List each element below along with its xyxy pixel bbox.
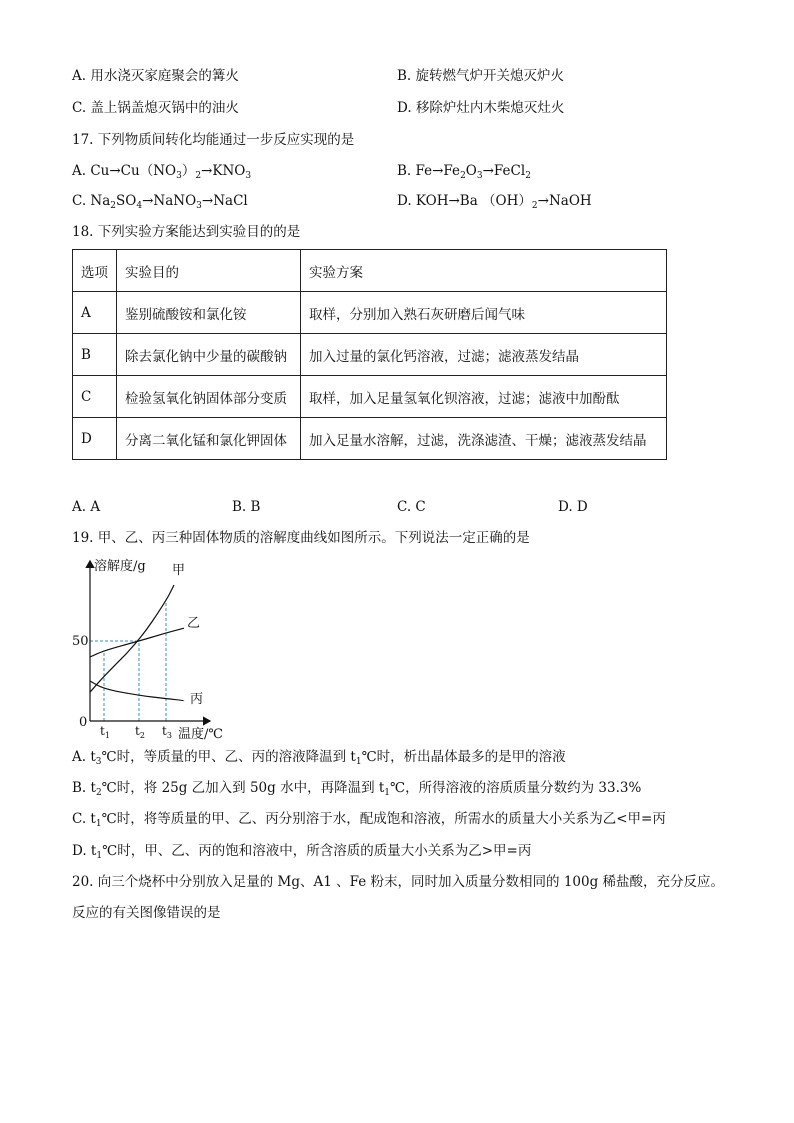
table-row: [73, 334, 667, 376]
row-option: B: [73, 334, 117, 376]
x-tick-labels: [100, 724, 172, 740]
y-axis-label: 溶解度/g: [94, 559, 146, 574]
q16-option-d: D. 移除炉灶内木柴熄灭灶火: [397, 100, 565, 116]
series-curve-1: [90, 628, 184, 657]
q16-option-a: A. 用水浇灭家庭聚会的篝火: [72, 68, 239, 84]
row-plan: 加入足量水溶解，过滤，洗涤滤渣、干燥；滤液蒸发结晶: [301, 418, 667, 460]
row-purpose: 鉴别硫酸铵和氯化铵: [117, 292, 301, 334]
q19-option-d: D. $t_1℃$时，甲、乙、丙的饱和溶液中，所含溶质的质量大小关系为乙>甲=丙: [72, 843, 532, 861]
q17-option-c: C. $Na_2SO_4\to NaNO_3\to NaCl$: [72, 193, 248, 211]
row-purpose: 检验氢氧化钠固体部分变质: [117, 376, 301, 418]
row-option: A: [73, 292, 117, 334]
q18-answer-a: A. A: [72, 499, 101, 515]
table-header-row: [73, 250, 667, 292]
row-purpose: 分离二氧化锰和氯化钾固体: [117, 418, 301, 460]
q18-answer-b: B. B: [232, 499, 261, 515]
x-tick-label: $t_1$: [100, 724, 110, 740]
q17-option-d: D. KOH→Ba $(OH)_2\to NaOH$: [397, 193, 592, 211]
row-option: D: [73, 418, 117, 460]
series-curve-0: [90, 585, 174, 692]
q18-answer-c: C. C: [397, 499, 426, 515]
table-row: [73, 376, 667, 418]
origin-label: 0: [79, 715, 88, 730]
series-labels: [172, 563, 203, 707]
q20-stem: 20. 向三个烧杯中分别放入足量的 Mg、A1 、Fe 粉末，同时加入质量分数相同的 100g 稀盐酸，充分反应。: [72, 874, 725, 890]
table-row: [73, 292, 667, 334]
row-plan: 加入过量的氯化钙溶液，过滤；滤液蒸发结晶: [301, 334, 667, 376]
q19-option-a: A. $t_3℃$时，等质量的甲、乙、丙的溶液降温到 $t_1℃$时，析出晶体最多的是甲的溶液: [72, 749, 566, 767]
header-purpose: 实验目的: [117, 250, 301, 292]
solubility-chart: [70, 555, 240, 745]
q19-option-b: B. $t_2℃$时，将 25g 乙加入到 50g 水中，再降温到 $t_1℃$，所得溶液的溶质质量分数约为 33.3%: [72, 780, 642, 798]
series-label-1: 乙: [187, 616, 201, 631]
y-tick-label: 50: [72, 634, 89, 649]
x-axis-label: 温度/℃: [178, 727, 223, 742]
series-label-0: 甲: [172, 563, 186, 578]
q17-option-b: B. $Fe\to Fe_2O_3\to FeCl_2$: [397, 163, 531, 181]
experiment-table: [72, 249, 667, 460]
header-plan: 实验方案: [301, 250, 667, 292]
q17-option-a: A. $Cu\to Cu(NO_3)_2\to KNO_3$: [72, 163, 252, 181]
guide-lines: [90, 601, 166, 721]
q18-answer-d: D. D: [558, 499, 588, 515]
series-label-2: 丙: [190, 692, 204, 707]
x-tick-label: $t_3$: [162, 724, 172, 740]
row-plan: 取样，分别加入熟石灰研磨后闻气味: [301, 292, 667, 334]
q16-option-c: C. 盖上锅盖熄灭锅中的油火: [72, 100, 239, 116]
x-tick-label: $t_2$: [135, 724, 145, 740]
header-option: 选项: [73, 250, 117, 292]
q19-stem: 19. 甲、乙、丙三种固体物质的溶解度曲线如图所示。下列说法一定正确的是: [72, 530, 530, 546]
q18-stem: 18. 下列实验方案能达到实验目的的是: [72, 224, 301, 240]
row-option: C: [73, 376, 117, 418]
q16-option-b: B. 旋转燃气炉开关熄灭炉火: [397, 68, 565, 84]
q17-stem: 17. 下列物质间转化均能通过一步反应实现的是: [72, 132, 355, 148]
row-purpose: 除去氯化钠中少量的碳酸钠: [117, 334, 301, 376]
table-row: [73, 418, 667, 460]
row-plan: 取样，加入足量氢氧化钡溶液，过滤；滤液中加酚酞: [301, 376, 667, 418]
q20-stem-line2: 反应的有关图像错误的是: [72, 905, 221, 921]
q19-option-c: C. $t_1℃$时，将等质量的甲、乙、丙分别溶于水，配成饱和溶液，所需水的质量大小关系为乙<甲=丙: [72, 811, 666, 829]
